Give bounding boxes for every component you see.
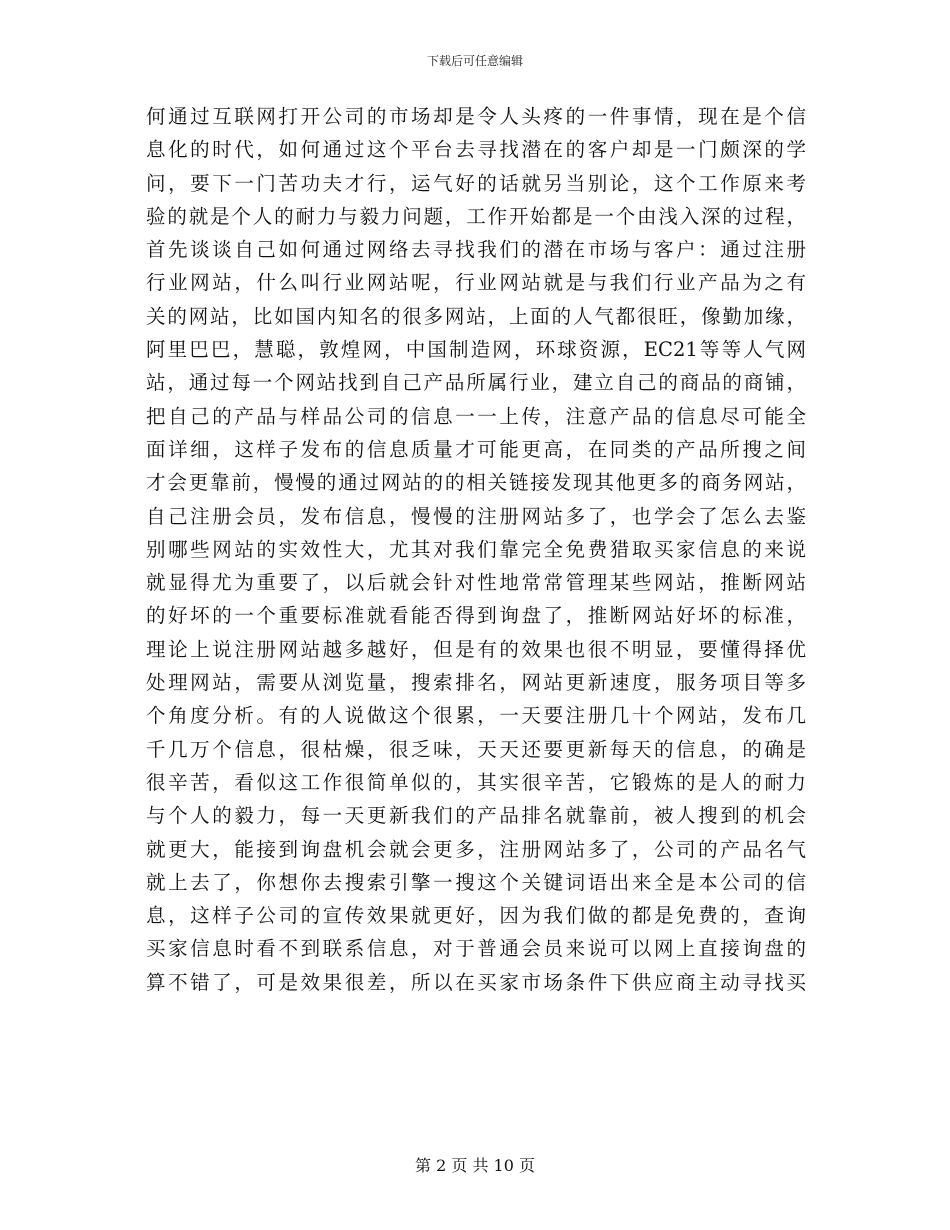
text-line: 很辛苦，看似这工作很简单似的，其实很辛苦，它锻炼的是人的耐力 xyxy=(146,770,806,794)
text-line: 买家信息时看不到联系信息，对于普通会员来说可以网上直接询盘的 xyxy=(146,937,806,961)
text-line: 千几万个信息，很枯燥，很乏味，天天还要更新每天的信息，的确是 xyxy=(146,737,806,761)
text-line: 算不错了，可是效果很差，所以在买家市场条件下供应商主动寻找买 xyxy=(146,970,806,994)
text-line: 问，要下一门苦功夫才行，运气好的话就另当别论，这个工作原来考 xyxy=(146,171,806,195)
text-line: 个角度分析。有的人说做这个很累，一天要注册几十个网站，发布几 xyxy=(146,704,806,728)
text-line: 就上去了，你想你去搜索引擎一搜这个关键词语出来全是本公司的信 xyxy=(146,870,806,894)
text-line: 行业网站，什么叫行业网站呢，行业网站就是与我们行业产品为之有 xyxy=(146,271,806,295)
text-line: 处理网站，需要从浏览量，搜索排名，网站更新速度，服务项目等多 xyxy=(146,671,806,695)
body-text xyxy=(146,100,806,999)
text-line: 自己注册会员，发布信息，慢慢的注册网站多了，也学会了怎么去鉴 xyxy=(146,504,806,528)
text-line: 才会更靠前，慢慢的通过网站的的相关链接发现其他更多的商务网站， xyxy=(146,471,806,495)
text-line: 何通过互联网打开公司的市场却是令人头疼的一件事情，现在是个信 xyxy=(146,105,806,128)
text-line: 别哪些网站的实效性大，尤其对我们靠完全免费猎取买家信息的来说 xyxy=(146,537,806,561)
page-number: 第 2 页 共 10 页 xyxy=(415,1156,535,1175)
text-line: 就显得尤为重要了，以后就会针对性地常常管理某些网站，推断网站 xyxy=(146,571,806,595)
text-line: 把自己的产品与样品公司的信息一一上传，注意产品的信息尽可能全 xyxy=(146,404,806,428)
text-line: 理论上说注册网站越多越好，但是有的效果也很不明显，要懂得择优 xyxy=(146,637,806,661)
text-line: 面详细，这样子发布的信息质量才可能更高，在同类的产品所搜之间 xyxy=(146,437,806,461)
text-line: 关的网站，比如国内知名的很多网站，上面的人气都很旺，像勤加缘， xyxy=(146,304,806,328)
text-line: 就更大，能接到询盘机会就会更多，注册网站多了，公司的产品名气 xyxy=(146,837,806,861)
text-line: 首先谈谈自己如何通过网络去寻找我们的潜在市场与客户：通过注册 xyxy=(146,238,806,262)
text-line: 站，通过每一个网站找到自己产品所属行业，建立自己的商品的商铺， xyxy=(146,371,806,395)
text-line: 的好坏的一个重要标准就看能否得到询盘了，推断网站好坏的标准， xyxy=(146,604,806,628)
text-line: 与个人的毅力，每一天更新我们的产品排名就靠前，被人搜到的机会 xyxy=(146,804,806,828)
page-header: 下载后可任意编辑 xyxy=(426,54,523,68)
text-line: 息，这样子公司的宣传效果就更好，因为我们做的都是免费的，查询 xyxy=(146,904,806,928)
text-line: 验的就是个人的耐力与毅力问题，工作开始都是一个由浅入深的过程， xyxy=(146,204,806,228)
text-line: 阿里巴巴，慧聪，敦煌网，中国制造网，环球资源，EC21等等人气网 xyxy=(146,338,806,362)
text-line: 息化的时代，如何通过这个平台去寻找潜在的客户却是一门颇深的学 xyxy=(146,138,806,162)
